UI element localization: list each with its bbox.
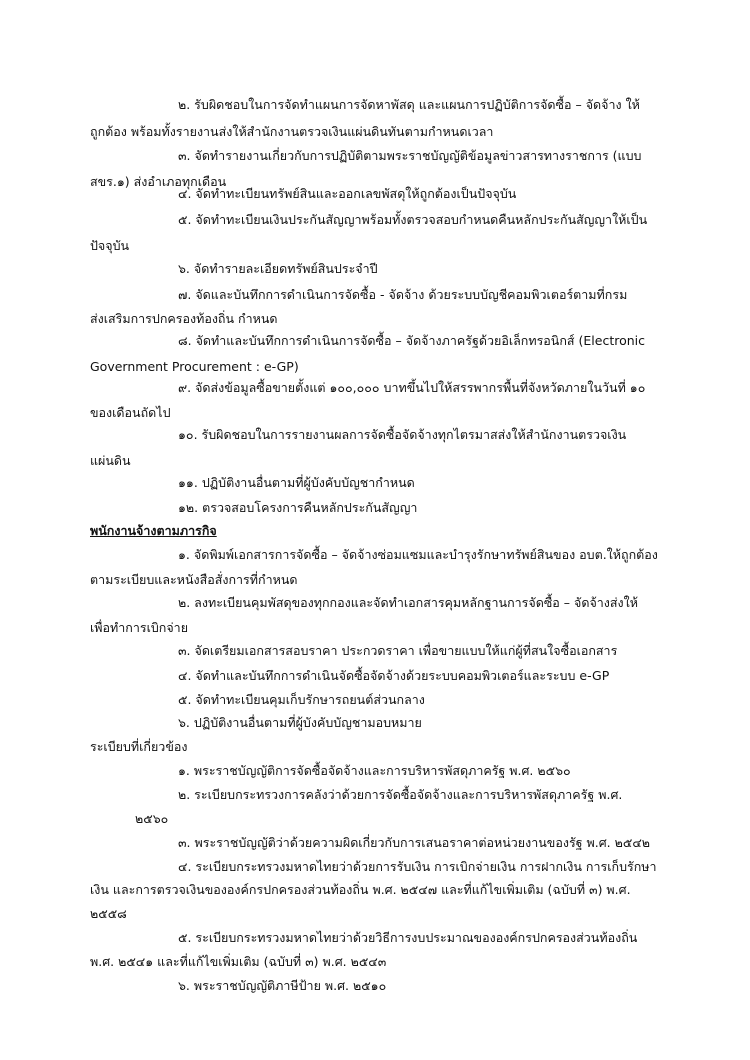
duty-item-9-cont: ของเดือนถัดไป: [90, 405, 171, 420]
duty-item-10-cont: แผ่นดิน: [90, 453, 131, 468]
regulation-item-2: ๒. ระเบียบกระทรวงการคลังว่าด้วยการจัดซื้อจัดจ้างและการบริหารพัสดุภาครัฐ พ.ศ.: [178, 787, 623, 802]
duty-item-2-cont: ถูกต้อง พร้อมทั้งรายงานส่งให้สำนักงานตรวจเงินแผ่นดินทันตามกำหนดเวลา: [90, 124, 494, 139]
staff-item-1-cont: ตามระเบียบและหนังสือสั่งการที่กำหนด: [90, 572, 298, 587]
regulation-item-4-cont: เงิน และการตรวจเงินขององค์กรปกครองส่วนท้องถิ่น พ.ศ. ๒๕๔๗ และที่แก้ไขเพิ่มเติม (ฉบับที่ ๓) พ.ศ.: [90, 882, 631, 897]
regulation-item-4-tail: ๒๕๕๘: [90, 906, 127, 921]
duty-item-2: ๒. รับผิดชอบในการจัดทำแผนการจัดหาพัสดุ และแผนการปฏิบัติการจัดซื้อ – จัดจ้าง ให้: [178, 97, 640, 112]
regulation-item-6: ๖. พระราชบัญญัติภาษีป้าย พ.ศ. ๒๕๑๐: [178, 978, 387, 993]
staff-item-1: ๑. จัดพิมพ์เอกสารการจัดซื้อ – จัดจ้างซ่อมแซมและบำรุงรักษาทรัพย์สินของ อบต.ให้ถูกต้อง: [178, 547, 658, 562]
duty-item-7-cont: ส่งเสริมการปกครองท้องถิ่น กำหนด: [90, 311, 278, 326]
duty-item-5-cont: ปัจจุบัน: [90, 238, 130, 253]
duty-item-7: ๗. จัดและบันทึกการดำเนินการจัดซื้อ - จัดจ้าง ด้วยระบบบัญชีคอมพิวเตอร์ตามที่กรม: [178, 287, 628, 302]
duty-item-4: ๔. จัดทำทะเบียนทรัพย์สินและออกเลขพัสดุให้ถูกต้องเป็นปัจจุบัน: [178, 186, 517, 201]
duty-item-3-cont: สขร.๑) ส่งอำเภอทุกเดือน: [90, 174, 227, 189]
duty-item-9: ๙. จัดส่งข้อมูลซื้อขายตั้งแต่ ๑๐๐,๐๐๐ บาทขึ้นไปให้สรรพากรพื้นที่จังหวัดภายในวันที่ ๑๐: [178, 380, 646, 395]
staff-item-3: ๓. จัดเตรียมเอกสารสอบราคา ประกวดราคา เพื่อขายแบบให้แก่ผู้ที่สนใจซื้อเอกสาร: [178, 643, 618, 658]
regulation-item-1: ๑. พระราชบัญญัติการจัดซื้อจัดจ้างและการบริหารพัสดุภาครัฐ พ.ศ. ๒๕๖๐: [178, 763, 571, 778]
regulation-item-5-cont: พ.ศ. ๒๕๔๑ และที่แก้ไขเพิ่มเติม (ฉบับที่ ๓) พ.ศ. ๒๕๔๓: [90, 954, 387, 969]
regulation-item-5: ๕. ระเบียบกระทรวงมหาดไทยว่าด้วยวิธีการงบประมาณขององค์กรปกครองส่วนท้องถิ่น: [178, 930, 638, 945]
duty-item-11: ๑๑. ปฏิบัติงานอื่นตามที่ผู้บังคับบัญชากำหนด: [178, 475, 415, 490]
duty-item-8: ๘. จัดทำและบันทึกการดำเนินการจัดซื้อ – จัดจ้างภาครัฐด้วยอิเล็กทรอนิกส์ (Electronic: [178, 333, 645, 348]
regulation-item-3: ๓. พระราชบัญญัติว่าด้วยความผิดเกี่ยวกับการเสนอราคาต่อหน่วยงานของรัฐ พ.ศ. ๒๕๔๒: [178, 835, 651, 850]
staff-item-2-cont: เพื่อทำการเบิกจ่าย: [90, 620, 189, 635]
regulations-heading: ระเบียบที่เกี่ยวข้อง: [90, 739, 188, 754]
staff-item-6: ๖. ปฏิบัติงานอื่นตามที่ผู้บังคับบัญชามอบหมาย: [178, 715, 422, 730]
duty-item-12: ๑๒. ตรวจสอบโครงการคืนหลักประกันสัญญา: [178, 500, 418, 515]
staff-item-2: ๒. ลงทะเบียนคุมพัสดุของทุกกองและจัดทำเอกสารคุมหลักฐานการจัดซื้อ – จัดจ้างส่งให้: [178, 595, 638, 610]
duty-item-5: ๕. จัดทำทะเบียนเงินประกันสัญญาพร้อมทั้งตรวจสอบกำหนดคืนหลักประกันสัญญาให้เป็น: [178, 212, 648, 227]
duty-item-6: ๖. จัดทำรายละเอียดทรัพย์สินประจำปี: [178, 261, 378, 276]
duty-item-3: ๓. จัดทำรายงานเกี่ยวกับการปฏิบัติตามพระราชบัญญัติข้อมูลข่าวสารทางราชการ (แบบ: [178, 148, 642, 163]
staff-item-4: ๔. จัดทำและบันทึกการดำเนินจัดซื้อจัดจ้างด้วยระบบคอมพิวเตอร์และระบบ e-GP: [178, 668, 610, 683]
staff-heading: พนักงานจ้างตามภารกิจ: [90, 523, 217, 538]
duty-item-10: ๑๐. รับผิดชอบในการรายงานผลการจัดซื้อจัดจ้างทุกไตรมาสส่งให้สำนักงานตรวจเงิน: [178, 427, 627, 442]
regulation-item-4: ๔. ระเบียบกระทรวงมหาดไทยว่าด้วยการรับเงิน การเบิกจ่ายเงิน การฝากเงิน การเก็บรักษา: [178, 859, 657, 874]
regulation-item-2-cont: ๒๕๖๐: [135, 811, 169, 826]
duty-item-8-cont: Government Procurement : e-GP): [90, 359, 299, 374]
staff-item-5: ๕. จัดทำทะเบียนคุมเก็บรักษารถยนต์ส่วนกลาง: [178, 692, 425, 707]
